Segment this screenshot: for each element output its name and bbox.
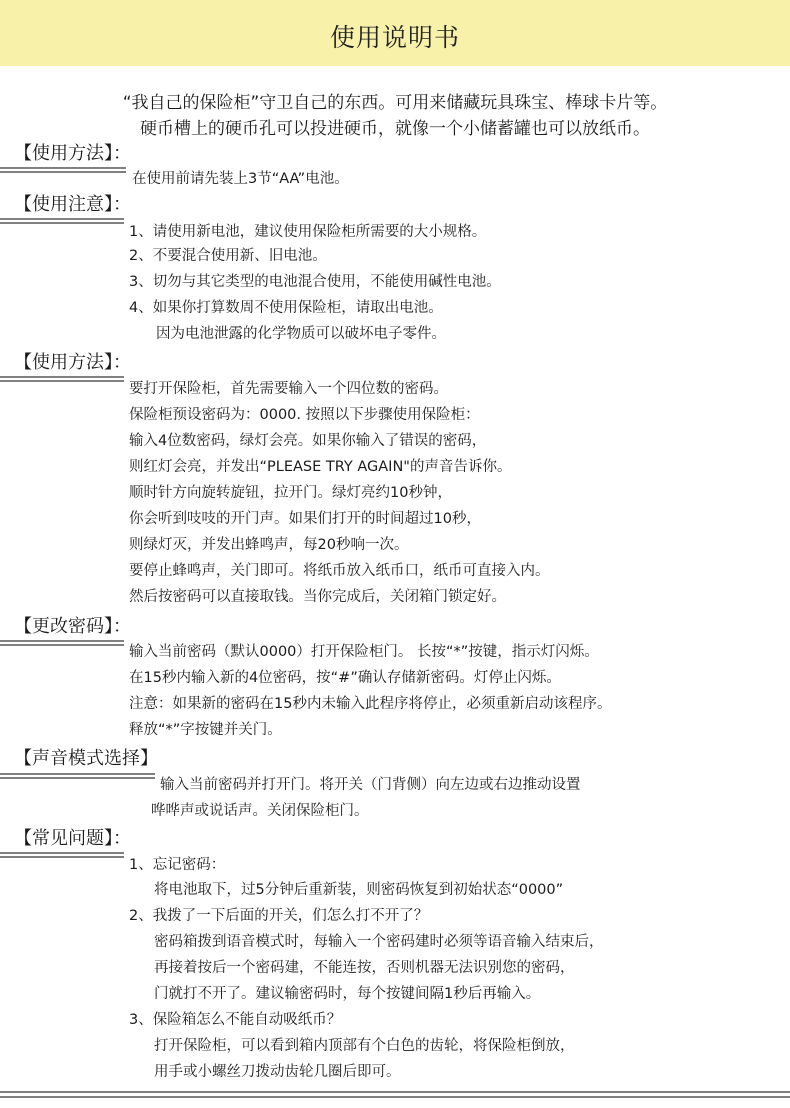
section-line: 输入当前密码（默认0000）打开保险柜门。 长按“*”按键，指示灯闪烁。: [129, 644, 599, 660]
section-line: 然后按密码可以直接取钱。当你完成后，关闭箱门锁定好。: [129, 589, 506, 605]
intro-line: 硬币槽上的硬币孔可以投进硬币，就像一个小储蓄罐也可以放纸币。: [140, 119, 650, 139]
section-line: 在15秒内输入新的4位密码，按“#”确认存储新密码。灯停止闪烁。: [129, 670, 561, 686]
section-line: 哗哗声或说话声。关闭保险柜门。: [151, 803, 369, 819]
section-rule: [0, 640, 124, 647]
section-line: 保险柜预设密码为：0000. 按照以下步骤使用保险柜：: [129, 407, 480, 423]
section-line: 释放“*”字按键并关门。: [129, 722, 282, 738]
section-line: 你会听到吱吱的开门声。如果们打开的时间超过10秒，: [129, 511, 481, 527]
section-line: 输入当前密码并打开门。将开关（门背侧）向左边或右边推动设置: [160, 777, 581, 793]
footer-rule: [0, 1091, 790, 1093]
section-rule: [0, 852, 124, 859]
section-rule: [0, 773, 155, 780]
section-line: 在使用前请先装上3节“AA”电池。: [132, 171, 349, 187]
section-rule: [0, 167, 126, 174]
section-rule: [0, 376, 124, 383]
section-line: 要停止蜂鸣声，关门即可。将纸币放入纸币口，纸币可直接入内。: [129, 563, 550, 579]
page-title: 使用说明书: [329, 23, 460, 52]
section-line: 输入4位数密码，绿灯会亮。如果你输入了错误的密码，: [129, 433, 487, 449]
section-line: 则红灯会亮，并发出“PLEASE TRY AGAIN"的声音告诉你。: [129, 459, 512, 475]
section-line: 3、切勿与其它类型的电池混合使用，不能使用碱性电池。: [129, 274, 501, 290]
section-line: 3、保险箱怎么不能自动吸纸币？: [129, 1012, 342, 1028]
section-line: 打开保险柜，可以看到箱内顶部有个白色的齿轮，将保险柜倒放，: [154, 1038, 575, 1054]
section-line: 再接着按后一个密码建，不能连按，否则机器无法识别您的密码，: [154, 960, 575, 976]
section-line: 1、请使用新电池，建议使用保险柜所需要的大小规格。: [129, 224, 487, 240]
section-line: 密码箱拨到语音模式时，每输入一个密码建时必须等语音输入结束后，: [154, 934, 604, 950]
section-heading-change-password: 【更改密码】：: [14, 616, 131, 637]
section-line: 将电池取下，过5分钟后重新装，则密码恢复到初始状态“0000”: [154, 882, 564, 898]
section-line: 1、忘记密码：: [129, 857, 226, 873]
section-line: 则绿灯灭，并发出蜂鸣声，每20秒响一次。: [129, 537, 409, 553]
section-heading-notes: 【使用注意】：: [14, 194, 131, 215]
section-line: 因为电池泄露的化学物质可以破坏电子零件。: [156, 326, 446, 342]
section-line: 顺时针方向旋转旋钮，拉开门。绿灯亮约10秒钟，: [129, 485, 452, 501]
section-line: 用手或小螺丝刀拨动齿轮几圈后即可。: [154, 1064, 401, 1080]
section-line: 注意：如果新的密码在15秒内未输入此程序将停止，必须重新启动该程序。: [129, 696, 612, 712]
intro-line: “我自己的保险柜”守卫自己的东西。可用来储藏玩具珠宝、棒球卡片等。: [122, 93, 668, 113]
title-banner: [0, 0, 790, 66]
section-heading-sound-mode: 【声音模式选择】: [14, 748, 158, 769]
section-rule: [0, 218, 124, 225]
section-line: 4、如果你打算数周不使用保险柜，请取出电池。: [129, 300, 443, 316]
section-line: 2、不要混合使用新、旧电池。: [129, 248, 327, 264]
footer-rule: [0, 1096, 790, 1098]
section-heading-operation: 【使用方法】：: [14, 352, 131, 373]
section-heading-faq: 【常见问题】：: [14, 828, 131, 849]
section-line: 要打开保险柜，首先需要输入一个四位数的密码。: [129, 381, 448, 397]
section-line: 门就打不开了。建议输密码时，每个按键间隔1秒后再输入。: [154, 986, 541, 1002]
section-line: 2、我拨了一下后面的开关，们怎么打不开了？: [129, 908, 429, 924]
section-heading-usage: 【使用方法】：: [14, 143, 131, 164]
